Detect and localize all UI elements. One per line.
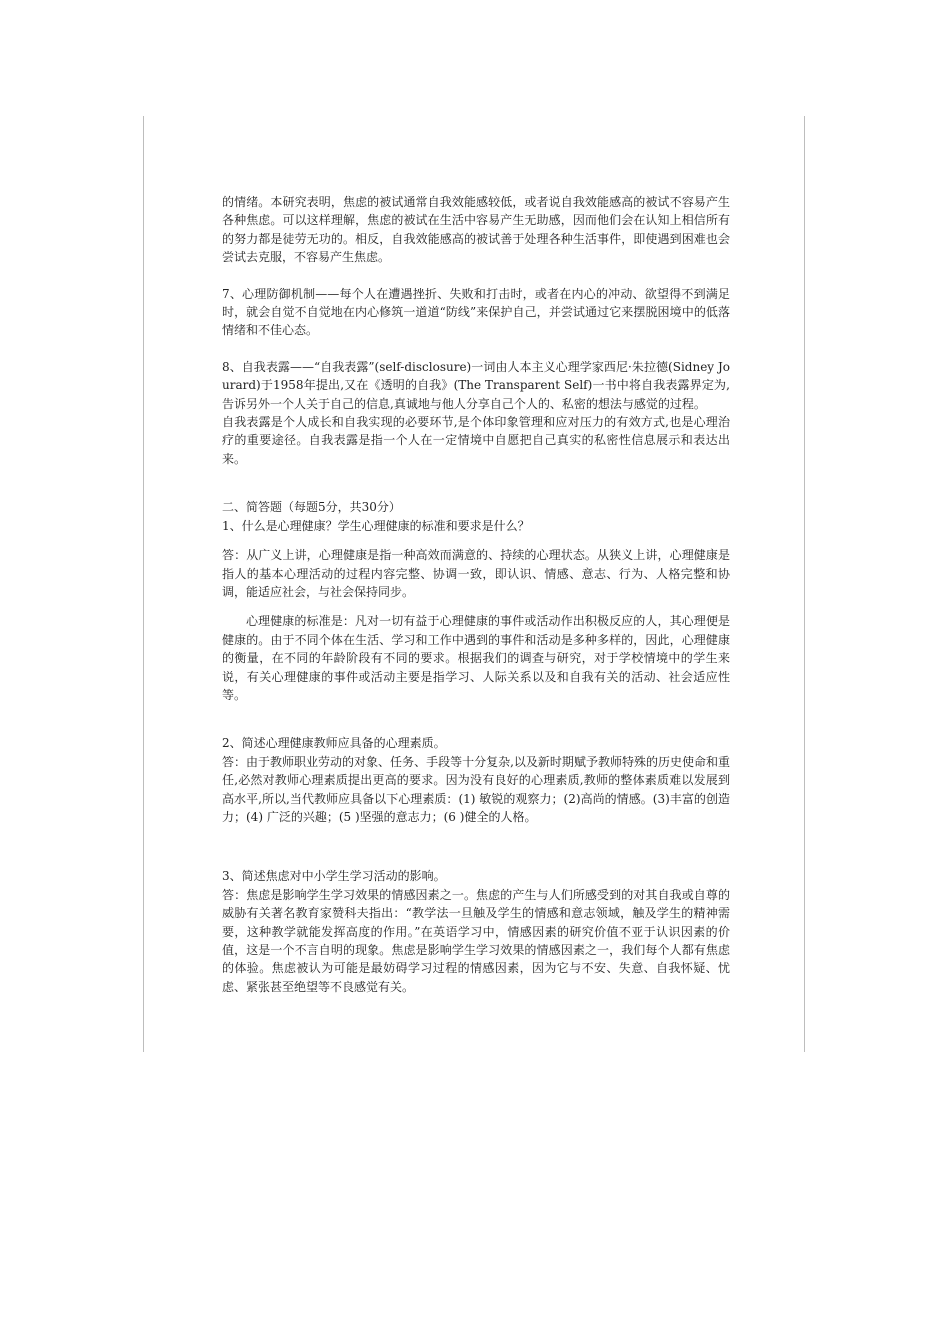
- term-self-disclosure-continued: 自我表露是个人成长和自我实现的必要环节,是个体印象管理和应对压力的有效方式,也是心理治疗的重要途径。自我表露是指一个人在一定情境中自愿把自己真实的私密性信息展示和表达出来。: [222, 415, 730, 466]
- question-1: 1、什么是心理健康？学生心理健康的标准和要求是什么？: [222, 518, 530, 533]
- term-defense-mechanism: 7、心理防御机制——每个人在遭遇挫折、失败和打击时，或者在内心的冲动、欲望得不到满足时，就会自觉不自觉地在内心修筑一道道“防线”来保护自己，并尝试通过它来摆脱困境中的低落情绪和不佳心态。: [222, 286, 730, 338]
- answer-1-standard: 心理健康的标准是：凡对一切有益于心理健康的事件或活动作出积极反应的人，其心理便是健康的。由于不同个体在生活、学习和工作中遇到的事件和活动是多种多样的，因此，心理健康的衡量，在不同的年龄阶段有不同的要求。根据我们的调查与研究，对于学校情境中的学生来说，有关心理健康的事件或活动主要是指学习、人际关系以及和自我有关的活动、社会适应性等。: [222, 614, 730, 702]
- section-heading-short-answer: 二、简答题（每题5分，共30分）: [222, 500, 401, 515]
- answer-1-definition: 答：从广义上讲，心理健康是指一种高效而满意的、持续的心理状态。从狭义上讲，心理健康是指人的基本心理活动的过程内容完整、协调一致，即认识、情感、意志、行为、人格完整和协调，能适应社会，与社会保持同步。: [222, 548, 730, 599]
- paragraph-anxiety-conclusion: 的情绪。本研究表明，焦虑的被试通常自我效能感较低，或者说自我效能感高的被试不容易产生各种焦虑。可以这样理解，焦虑的被试在生活中容易产生无助感，因而他们会在认知上相信所有的努力都是徒劳无功的。相反，自我效能感高的被试善于处理各种生活事件，即使遇到困难也会尝试去克服，不容易产生焦虑。: [222, 195, 730, 265]
- answer-2: 答：由于教师职业劳动的对象、任务、手段等十分复杂,以及新时期赋予教师特殊的历史使命和重任,必然对教师心理素质提出更高的要求。因为没有良好的心理素质,教师的整体素质难以发展到高水平,所以,当代教师应具备以下心理素质：(1) 敏锐的观察力；(2)高尚的情感。(3)丰富的创造力；(4) 广泛的兴趣；(5 )坚强的意志力；(6 )健全的人格。: [222, 754, 730, 824]
- answer-3: 答：焦虑是影响学生学习效果的情感因素之一。焦虑的产生与人们所感受到的对其自我或自尊的威胁有关著名教育家赞科夫指出：“教学法一旦触及学生的情感和意志领域，触及学生的精神需要，这种教学就能发挥高度的作用。”在英语学习中，情感因素的研究价值不亚于认识因素的价值，这是一个不言自明的现象。焦虑是影响学生学习效果的情感因素之一，我们每个人都有焦虑的体验。焦虑被认为可能是最妨碍学习过程的情感因素，因为它与不安、失意、自我怀疑、忧虑、紧张甚至绝望等不良感觉有关。: [222, 887, 730, 994]
- term-self-disclosure: 8、自我表露——“自我表露”(self-disclosure)一词由人本主义心理学家西尼·朱拉德(Sidney Jourard)于1958年提出,又在《透明的自我》(The Transparent Self)一书中将自我表露界定为,告诉另外一个人关于自己的信息,真诚地与他人分享自己个人的、私密的想法与感觉的过程。: [222, 359, 730, 411]
- question-2: 2、简述心理健康教师应具备的心理素质。: [222, 736, 446, 751]
- question-3: 3、简述焦虑对中小学生学习活动的影响。: [222, 869, 446, 884]
- document-body: [222, 193, 730, 996]
